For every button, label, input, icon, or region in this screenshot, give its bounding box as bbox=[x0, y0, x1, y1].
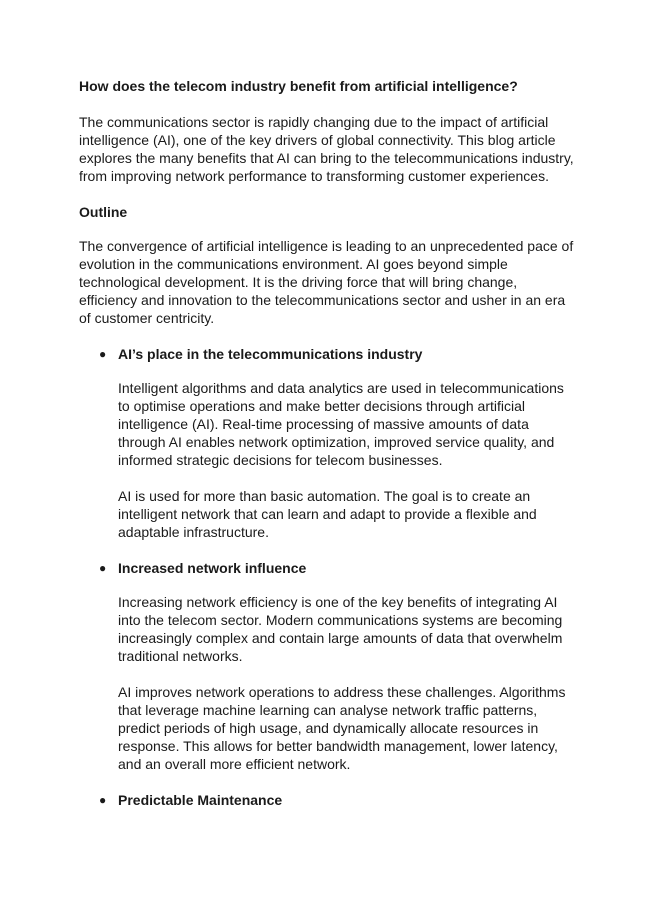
section-list bbox=[79, 345, 579, 809]
section-paragraph: AI is used for more than basic automation. The goal is to create an intelligent network that can learn and adapt to provide a flexible and adaptable infrastructure. bbox=[118, 488, 537, 540]
bullet-icon: ● bbox=[99, 347, 107, 361]
section-title: AI’s place in the telecommunications industry bbox=[118, 346, 423, 362]
intro-paragraph: The communications sector is rapidly changing due to the impact of artificial intelligence (AI), one of the key drivers of global connectivity. This blog article explores the many benefits that AI can bring to the telecommunications industry, from improving network performance to transforming customer experiences. bbox=[79, 114, 574, 184]
section-paragraph: AI improves network operations to address these challenges. Algorithms that leverage machine learning can analyse network traffic patterns, predict periods of high usage, and dynamically allocate resources in response. This allows for better bandwidth management, lower latency, and an overall more efficient network. bbox=[118, 684, 566, 772]
section-item bbox=[79, 791, 579, 809]
bullet-icon: ● bbox=[99, 793, 107, 807]
section-paragraph: Increasing network efficiency is one of the key benefits of integrating AI into the telecom sector. Modern communications systems are becoming increasingly complex and contain large amounts of data that overwhelm traditional networks. bbox=[118, 594, 563, 664]
outline-heading: Outline bbox=[79, 204, 128, 220]
section-item bbox=[79, 559, 579, 773]
section-item bbox=[79, 345, 579, 541]
section-title: Increased network influence bbox=[118, 560, 307, 576]
document-title: How does the telecom industry benefit from artificial intelligence? bbox=[79, 78, 518, 94]
section-title: Predictable Maintenance bbox=[118, 792, 283, 808]
section-paragraph: Intelligent algorithms and data analytics are used in telecommunications to optimise operations and make better decisions through artificial intelligence (AI). Real-time processing of massive amounts of data through AI enables network optimization, improved service quality, and informed strategic decisions for telecom businesses. bbox=[118, 380, 564, 468]
document-page bbox=[79, 77, 579, 827]
bullet-icon: ● bbox=[99, 561, 107, 575]
outline-paragraph: The convergence of artificial intelligence is leading to an unprecedented pace of evolution in the communications environment. AI goes beyond simple technological development. It is the driving force that will bring change, efficiency and innovation to the telecommunications sector and usher in an era of customer centricity. bbox=[79, 238, 574, 326]
